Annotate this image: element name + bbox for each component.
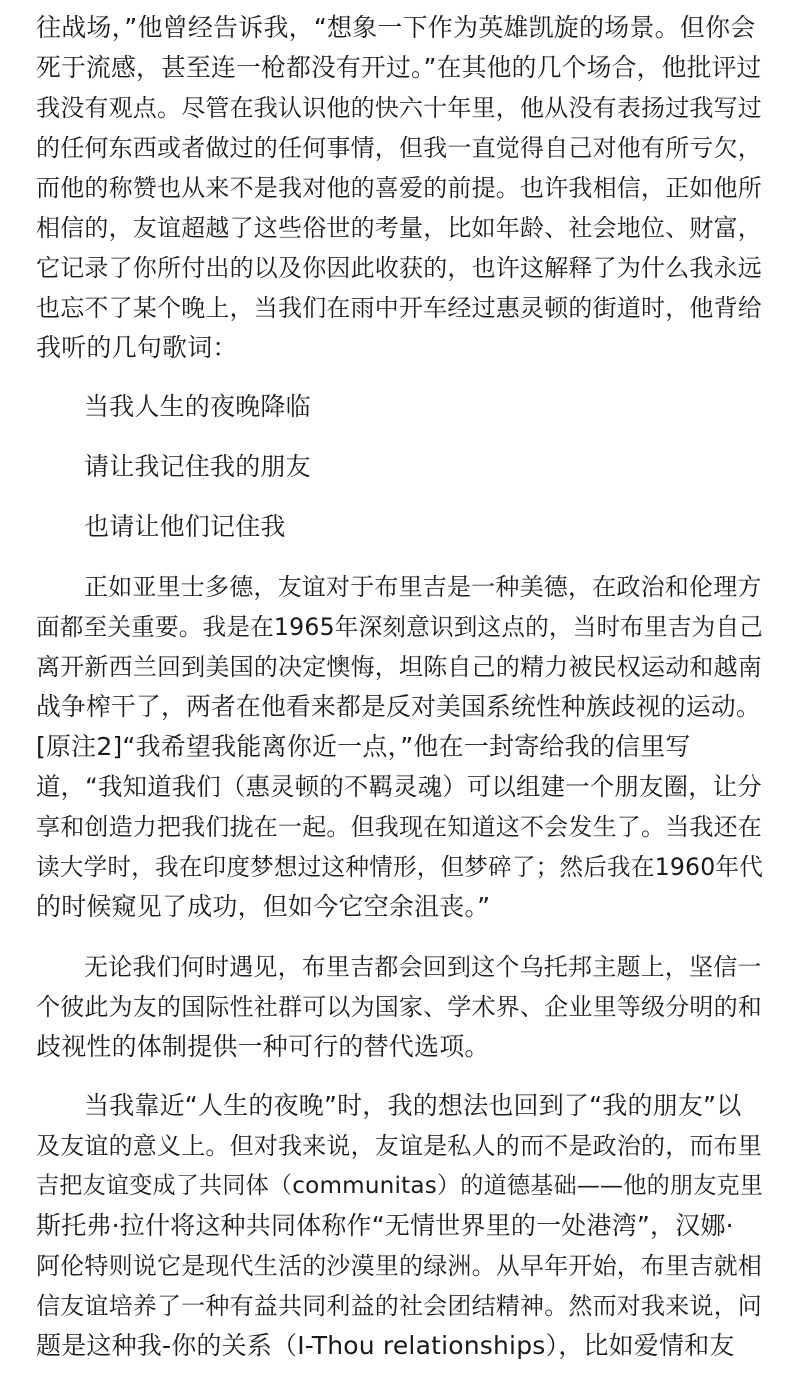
verse-line: 也请让他们记住我 [84,512,286,541]
text-line: 吉把友谊变成了共同体（communitas）的道德基础——他的朋友克里 [36,1173,764,1199]
text-line: 我听的几句歌词： [36,333,238,362]
text-line: 而他的称赞也从来不是我对他的喜爱的前提。也许我相信，正如他所 [36,174,762,202]
text-line: 战争榨干了，两者在他看来都是反对美国系统性种族歧视的运动。 [36,692,761,721]
text-line: 我没有观点。尽管在我认识他的快六十年里，他从没有表扬过我写过 [36,94,762,122]
paragraph-first-line: 正如亚里士多德，友谊对于布里吉是一种美德，在政治和伦理方 [84,573,762,601]
text-line: 题是这种我-你的关系（I-Thou relationships），比如爱情和友 [36,1331,735,1360]
paragraph-first-line: 当我靠近“人生的夜晚”时，我的想法也回到了“我的朋友”以 [84,1091,742,1120]
verse-line: 请让我记住我的朋友 [84,452,311,481]
text-line: 的任何东西或者做过的任何事情，但我一直觉得自己对他有所亏欠， [36,134,762,162]
text-line: 享和创造力把我们拢在一起。但我现在知道这不会发生了。当我还在 [36,813,762,841]
text-line: 死于流感，甚至连一枪都没有开过。”在其他的几个场合，他批评过 [36,53,762,82]
text-line: [原注2]“我希望我能离你近一点，”他在一封寄给我的信里写 [36,732,691,761]
text-line: 道，“我知道我们（惠灵顿的不羁灵魂）可以组建一个朋友圈，让分 [36,772,762,801]
text-line: 往战场，”他曾经告诉我，“想象一下作为英雄凯旋的场景。但你会 [36,13,756,42]
verse-line: 当我人生的夜晚降临 [84,392,311,421]
text-line: 个彼此为友的国际性社群可以为国家、学术界、企业里等级分明的和 [36,993,762,1021]
text-line: 斯托弗·拉什将这种共同体称作“无情世界里的一处港湾”，汉娜· [36,1211,734,1240]
paragraph-first-line: 无论我们何时遇见，布里吉都会回到这个乌托邦主题上，坚信一 [84,953,762,981]
text-line: 歧视性的体制提供一种可行的替代选项。 [36,1032,490,1061]
text-line: 也忘不了某个晚上，当我们在雨中开车经过惠灵顿的街道时，他背给 [36,294,762,322]
text-line: 及友谊的意义上。但对我来说，友谊是私人的而不是政治的，而布里 [36,1132,762,1160]
text-line: 离开新西兰回到美国的决定懊悔，坦陈自己的精力被民权运动和越南 [36,653,762,681]
text-line: 相信的，友谊超越了这些俗世的考量，比如年龄、社会地位、财富， [36,214,762,242]
text-line: 的时候窥见了成功，但如今它空余沮丧。” [36,892,491,921]
text-line: 信友谊培养了一种有益共同利益的社会团结精神。然而对我来说，问 [36,1292,762,1320]
text-line: 面都至关重要。我是在1965年深刻意识到这点的，当时布里吉为自己 [36,613,764,641]
text-line: 它记录了你所付出的以及你因此收获的，也许这解释了为什么我永远 [36,254,762,282]
text-line: 读大学时，我在印度梦想过这种情形，但梦碎了；然后我在1960年代 [36,853,764,881]
text-line: 阿伦特则说它是现代生活的沙漠里的绿洲。从早年开始，布里吉就相 [36,1252,762,1280]
